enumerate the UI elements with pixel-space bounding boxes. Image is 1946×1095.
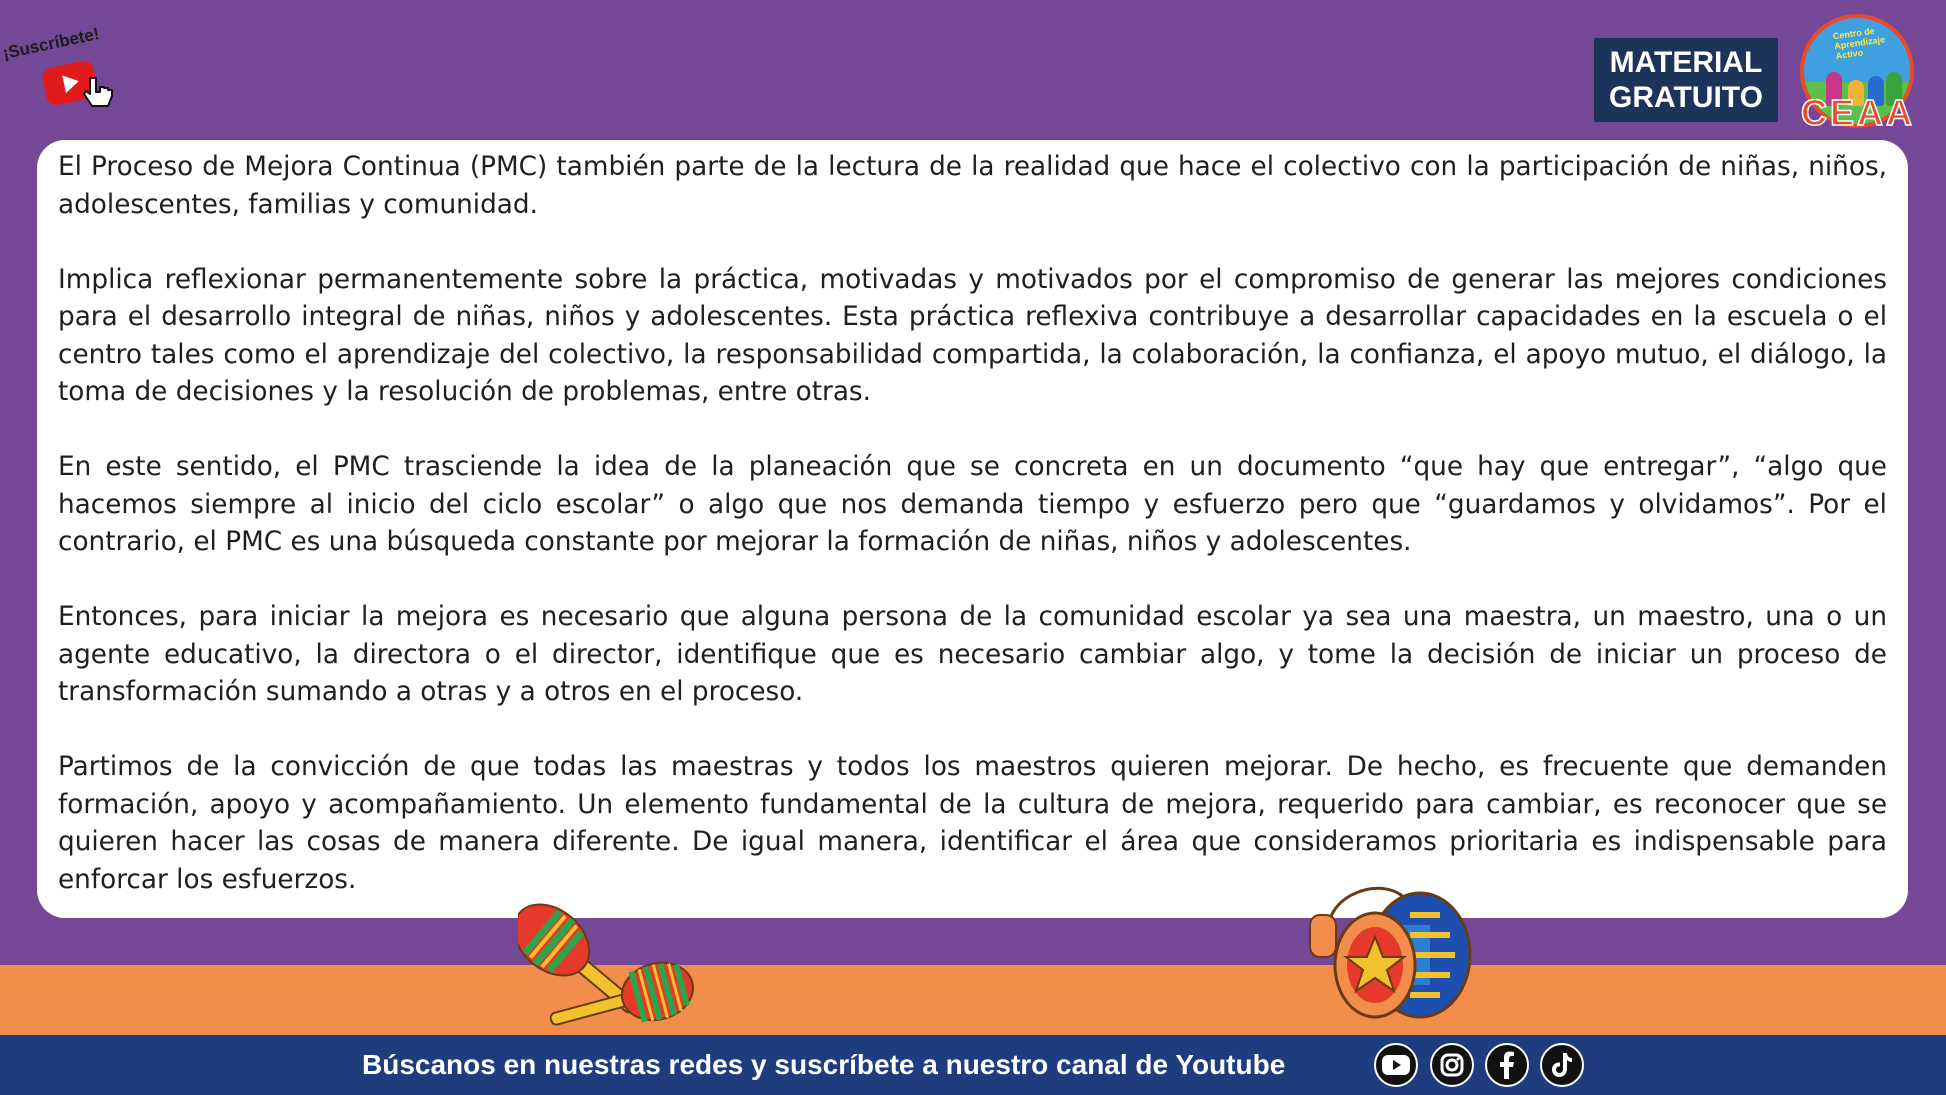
logo-wordmark: CEAA [1800, 92, 1915, 133]
subscribe-label: ¡Suscríbete! [0, 24, 102, 64]
ceaa-logo[interactable] [1790, 14, 1926, 134]
maracas-illustration [518, 875, 718, 1035]
facebook-icon[interactable] [1485, 1043, 1529, 1087]
footer-bar [0, 1035, 1946, 1095]
paragraph: El Proceso de Mejora Continua (PMC) también parte de la lectura de la realidad que hace el colectivo con la participación de niñas, niños, adolescentes, familias y comunidad. [58, 152, 1887, 220]
footer-cta-text: Búscanos en nuestras redes y suscríbete a nuestro canal de Youtube [362, 1049, 1286, 1080]
paragraph: Entonces, para iniciar la mejora es necesario que alguna persona de la comunidad escolar ya sea una maestra, un maestro, una o un agente educativo, la directora o el director, identifique que es necesario cambiar algo, y tome la decisión de iniciar un proceso de transformación sumando a otras y a otros en el proceso. [58, 602, 1887, 707]
subscribe-badge[interactable] [0, 14, 130, 104]
content-card [37, 140, 1908, 918]
orange-band [0, 965, 1946, 1035]
tiktok-icon[interactable] [1540, 1043, 1584, 1087]
paragraph: En este sentido, el PMC trasciende la idea de la planeación que se concreta en un documento “que hay que entregar”, “algo que hacemos siempre al inicio del ciclo escolar” o algo que nos demanda tiempo y esfuerzo pero que “guardamos y olvidamos”. Por el contrario, el PMC es una búsqueda constante por mejorar la formación de niñas, niños y adolescentes. [58, 452, 1887, 557]
pointer-hand-icon [82, 76, 118, 110]
free-material-badge [1594, 38, 1778, 122]
material-line-1: MATERIAL [1609, 46, 1763, 79]
youtube-icon[interactable] [1374, 1043, 1418, 1087]
paragraph: Partimos de la convicción de que todas las maestras y todos los maestros quieren mejorar. De hecho, es frecuente que demanden formación, apoyo y acompañamiento. Un elemento fundamental de la cultura de mejora, requerido para cambiar, es reconocer que se quieren hacer las cosas de manera diferente. De igual manera, identificar el área que consideramos prioritaria es indispensable para enforcar los esfuerzos. [58, 752, 1887, 895]
paragraph: Implica reflexionar permanentemente sobre la práctica, motivadas y motivados por el compromiso de generar las mejores condiciones para el desarrollo integral de niñas, niños y adolescentes. Esta práctica reflexiva contribuye a desarrollar capacidades en la escuela o el centro tales como el aprendizaje del colectivo, la responsabilidad compartida, la colaboración, la confianza, el apoyo mutuo, el diálogo, la toma de decisiones y la resolución de problemas, entre otras. [58, 264, 1887, 407]
logo-arc-text: Centro de Aprendizaje Activo [1832, 25, 1886, 62]
yoyo-illustration [1300, 875, 1500, 1035]
material-line-2: GRATUITO [1609, 81, 1763, 114]
instagram-icon[interactable] [1430, 1043, 1474, 1087]
